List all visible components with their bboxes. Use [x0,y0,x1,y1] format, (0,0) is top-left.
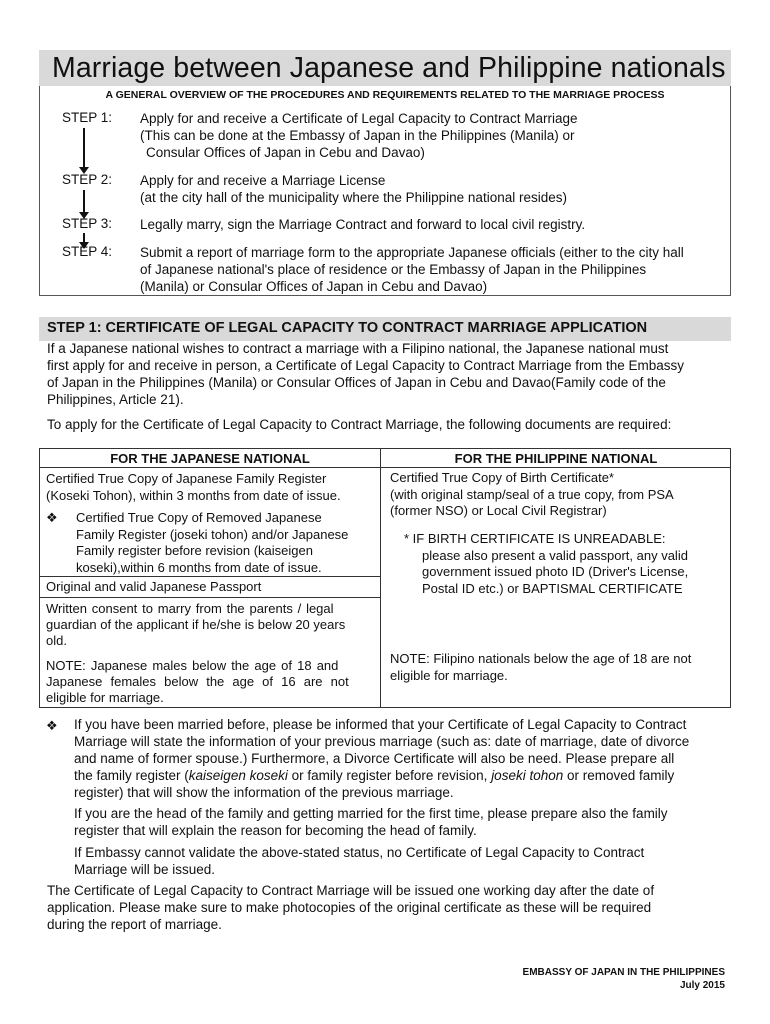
step-2-line: (at the city hall of the municipality where the Philippine national resides) [140,190,567,205]
note-line: If you are the head of the family and getting married for the first time, please prepare also the family [74,806,668,821]
married-before-note [74,716,689,801]
head-of-family-note [74,805,668,839]
footer-date: July 2015 [679,980,725,991]
step-1-line: (This can be done at the Embassy of Japan in the Philippines (Manila) or [140,128,575,143]
page-title: Marriage between Japanese and Philippine nationals [52,52,726,84]
cell-line: koseki),within 6 months from date of issue. [76,559,322,575]
table-column-divider [380,448,381,708]
cell-line: NOTE: Japanese males below the age of 18 and [46,658,339,673]
cell-line: Japanese females below the age of 16 are not [46,674,349,689]
down-arrow-icon [79,128,89,174]
step-2-line: Apply for and receive a Marriage License [140,173,386,188]
cell-line: (former NSO) or Local Civil Registrar) [390,503,607,518]
jp-passport-cell: Original and valid Japanese Passport [46,579,262,594]
step-4-line: Submit a report of marriage form to the appropriate Japanese officials (either to the city hall [140,245,684,260]
section-title: STEP 1: CERTIFICATE OF LEGAL CAPACITY TO CONTRACT MARRIAGE APPLICATION [47,320,648,336]
diamond-bullet-icon: ❖ [46,718,58,733]
closing-paragraph [47,882,654,933]
cell-line: Family Register (joseki tohon) and/or Japanese [76,526,349,542]
text-run-italic: joseki tohon [491,768,564,783]
step-1-text [140,110,577,161]
cell-line: (with original stamp/seal of a true copy, from PSA [390,486,674,502]
note-line: application. Please make sure to make photocopies of the original certificate as these will be required [47,900,652,915]
table-row-rule [39,597,381,598]
text-run: or family register before revision, [287,768,492,783]
overview-subtitle: A GENERAL OVERVIEW OF THE PROCEDURES AND REQUIREMENTS RELATED TO THE MARRIAGE PROCESS [105,89,665,101]
text-run-italic: kaiseigen koseki [188,768,288,783]
step-4-line: of Japanese national's place of residence or the Embassy of Japan in the Philippines [140,262,647,277]
ph-note-cell [390,651,691,684]
text-run: or removed family [563,768,675,783]
step-1-line: Apply for and receive a Certificate of Legal Capacity to Contract Marriage [140,111,578,126]
section-intro [47,340,684,408]
step-3-line: Legally marry, sign the Marriage Contract and forward to local civil registry. [140,217,586,232]
intro-line: Philippines, Article 21). [47,392,184,407]
cell-line: eligible for marriage. [390,667,508,683]
intro-line: first apply for and receive in person, a Certificate of Legal Capacity to Contract Marriage from the Embassy [47,358,685,373]
table-header-rule [39,467,731,468]
cell-line: (Koseki Tohon), within 3 months from date of issue. [46,487,341,503]
note-line: Marriage will state the information of your previous marriage (such as: date of marriage, date of divorce [74,734,690,749]
step-1-line: Consular Offices of Japan in Cebu and Davao) [146,145,425,160]
cell-line: government issued photo ID (Driver's License, [422,564,689,579]
cell-line: old. [46,633,67,648]
step-4-line: (Manila) or Consular Offices of Japan in Cebu and Davao) [140,279,488,294]
jp-note-cell [46,658,349,706]
note-line: and name of former spouse.) Furthermore, a Divorce Certificate will also be need. Please prepare all [74,751,675,766]
note-line: register that will explain the reason for becoming the head of family. [74,823,477,838]
step-1-label: STEP 1: [62,110,113,125]
step-4-text [140,244,684,295]
jp-family-register-cell [46,471,341,504]
cell-line: eligible for marriage. [46,690,164,705]
documents-intro: To apply for the Certificate of Legal Capacity to Contract Marriage, the following documents are required: [47,417,672,432]
table-header-philippine: FOR THE PHILIPPINE NATIONAL [454,451,658,466]
cell-line: Written consent to marry from the parents / legal [46,601,334,616]
note-line: during the report of marriage. [47,917,222,932]
jp-removed-register-cell [76,510,348,576]
step-4-label: STEP 4: [62,244,113,259]
cell-line: please also present a valid passport, any valid [422,547,688,563]
cell-line: Certified True Copy of Removed Japanese [76,510,322,525]
cell-line: guardian of the applicant if he/she is below 20 years [46,617,346,632]
cell-line: * IF BIRTH CERTIFICATE IS UNREADABLE: [404,531,666,546]
cell-line: Certified True Copy of Japanese Family Register [46,471,327,486]
intro-line: of Japan in the Philippines (Manila) or Consular Offices of Japan in Cebu and Davao(Family code of the [47,375,666,390]
embassy-validation-note [74,844,644,878]
note-line: If you have been married before, please be informed that your Certificate of Legal Capacity to Contract [74,717,687,732]
note-line: register) that will show the information of the previous marriage. [74,785,454,800]
step-3-label: STEP 3: [62,216,113,231]
step-3-text [140,216,585,233]
ph-birth-certificate-cell [390,470,674,520]
footer-organization: EMBASSY OF JAPAN IN THE PHILIPPINES [522,967,725,978]
step-2-label: STEP 2: [62,172,113,187]
footer [523,966,725,992]
note-line: The Certificate of Legal Capacity to Contract Marriage will be issued one working day after the date of [47,883,655,898]
jp-consent-cell [46,601,345,649]
text-run: the family register ( [74,768,189,783]
diamond-bullet-icon: ❖ [46,510,58,525]
table-header-japanese: FOR THE JAPANESE NATIONAL [110,451,310,466]
cell-line: Family register before revision (kaiseigen [76,543,313,558]
table-row-rule [39,576,381,577]
ph-unreadable-note [404,531,688,597]
note-line: If Embassy cannot validate the above-stated status, no Certificate of Legal Capacity to Contract [74,845,645,860]
cell-line: Certified True Copy of Birth Certificate* [390,470,614,485]
note-line [74,767,689,784]
cell-line: NOTE: Filipino nationals below the age of 18 are not [390,651,692,666]
cell-line: Postal ID etc.) or BAPTISMAL CERTIFICATE [422,580,683,596]
intro-line: If a Japanese national wishes to contract a marriage with a Filipino national, the Japanese national must [47,341,669,356]
note-line: Marriage will be issued. [74,862,216,877]
step-2-text [140,172,567,206]
